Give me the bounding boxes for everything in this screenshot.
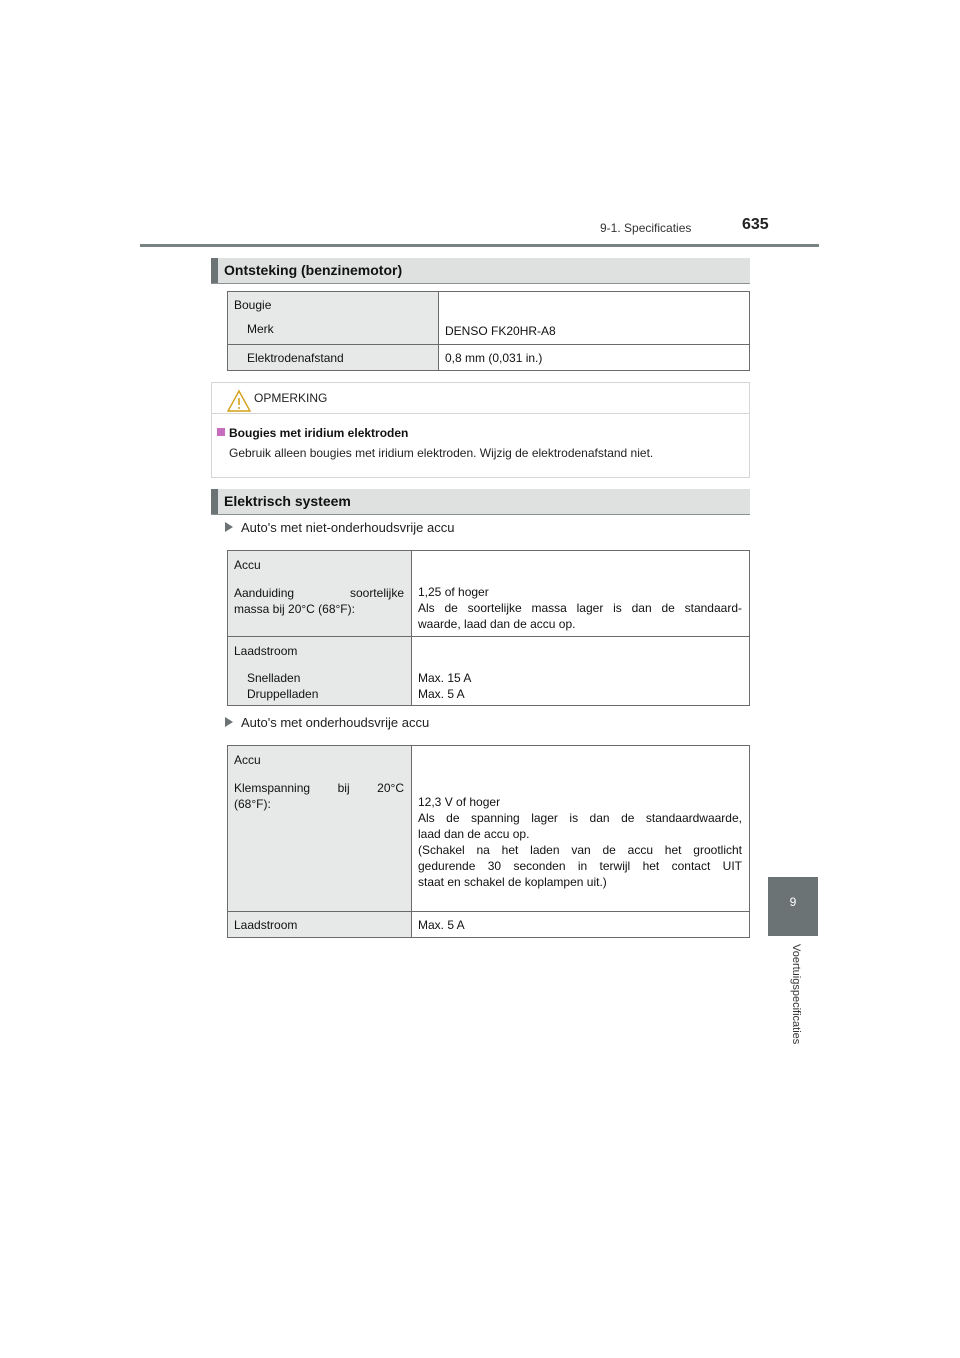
label-charge-modes xyxy=(228,658,411,702)
section-header-electrical xyxy=(211,489,750,515)
ignition-table xyxy=(227,291,750,371)
warning-icon xyxy=(226,389,252,413)
table-row xyxy=(228,345,750,371)
table-row xyxy=(228,292,750,345)
table-row xyxy=(228,551,750,637)
note-title: OPMERKING xyxy=(254,391,328,405)
label-laadstroom: Laadstroom xyxy=(234,918,298,932)
table-cell-value xyxy=(439,345,750,371)
label-voltage-line: Klemspanning bij 20°C xyxy=(234,781,404,795)
bullet-non-maintenance-free xyxy=(225,520,454,535)
table-cell-value xyxy=(439,292,750,345)
running-header-section: 9-1. Specificaties xyxy=(600,221,692,235)
label-voltage-line: (68°F): xyxy=(234,797,271,811)
bullet-text: Auto's met niet-onderhoudsvrije accu xyxy=(241,520,455,535)
value-elektrodenafstand: 0,8 mm (0,031 in.) xyxy=(445,351,543,365)
square-bullet-icon xyxy=(217,428,225,436)
label-elektrodenafstand: Elektrodenafstand xyxy=(247,351,344,365)
chapter-tab[interactable]: 9 xyxy=(768,877,818,936)
label-voltage xyxy=(228,767,411,812)
table-cell-value xyxy=(412,912,750,938)
label-laadstroom: Laadstroom xyxy=(234,644,298,658)
label-gravity-line: Aanduiding soortelijke xyxy=(234,586,404,600)
chapter-side-label-text: Voertuigspecificaties xyxy=(790,944,802,1045)
bullet-text: Auto's met onderhoudsvrije accu xyxy=(241,715,430,730)
bullet-maintenance-free xyxy=(225,715,429,730)
table-cell-label xyxy=(228,551,412,637)
label-gravity-line: massa bij 20°C (68°F): xyxy=(234,602,355,616)
note-divider xyxy=(212,413,749,414)
section-header-ignition xyxy=(211,258,750,284)
value-voltage-line: 12,3 V of hoger xyxy=(418,795,501,809)
value-voltage-line: staat en schakel de koplampen uit.) xyxy=(418,875,607,889)
triangle-bullet-icon xyxy=(225,522,233,532)
value-laadstroom: Max. 5 A xyxy=(418,918,465,932)
battery-table-2 xyxy=(227,745,750,938)
table-cell-label xyxy=(228,637,412,706)
value-druppelladen: Max. 5 A xyxy=(418,687,465,701)
table-cell-label xyxy=(228,345,439,371)
table-cell-label xyxy=(228,912,412,938)
value-voltage-line: Als de spanning lager is dan de standaardwaarde, xyxy=(418,811,742,825)
triangle-bullet-icon xyxy=(225,717,233,727)
table-cell-value xyxy=(412,746,750,912)
value-voltage xyxy=(412,746,749,890)
value-gravity-line: waarde, laad dan de accu op. xyxy=(418,617,576,631)
section-header-bar xyxy=(211,258,218,283)
label-snelladen: Snelladen xyxy=(247,671,301,685)
table-row xyxy=(228,912,750,938)
section-header-bar xyxy=(211,489,218,514)
chapter-side-label xyxy=(788,944,802,1084)
table-cell-value xyxy=(412,637,750,706)
value-voltage-line: gedurende 30 seconden in terwijl het contact UIT xyxy=(418,859,742,873)
value-voltage-line: laad dan de accu op. xyxy=(418,827,530,841)
note-body: Gebruik alleen bougies met iridium elektroden. Wijzig de elektrodenafstand niet. xyxy=(229,446,654,460)
note-heading: Bougies met iridium elektroden xyxy=(229,426,409,440)
battery-table-1 xyxy=(227,550,750,706)
value-gravity xyxy=(412,551,749,632)
note-box xyxy=(211,382,750,478)
value-gravity-line: 1,25 of hoger xyxy=(418,585,489,599)
group-label-bougie: Bougie xyxy=(234,298,272,312)
section-title-ignition: Ontsteking (benzinemotor) xyxy=(224,262,403,278)
label-druppelladen: Druppelladen xyxy=(247,687,319,701)
section-title-electrical: Elektrisch systeem xyxy=(224,493,351,509)
value-snelladen: Max. 15 A xyxy=(418,671,472,685)
page-number: 635 xyxy=(742,216,769,233)
value-charge-modes xyxy=(412,637,749,702)
table-row xyxy=(228,637,750,706)
value-merk: DENSO FK20HR-A8 xyxy=(445,324,556,338)
label-gravity xyxy=(228,572,411,617)
header-rule xyxy=(140,244,819,247)
label-accu: Accu xyxy=(234,753,261,767)
value-gravity-line: Als de soortelijke massa lager is dan de standaard- xyxy=(418,601,742,615)
label-accu: Accu xyxy=(234,558,261,572)
table-cell-label xyxy=(228,746,412,912)
table-row xyxy=(228,746,750,912)
value-voltage-line: (Schakel na het laden van de accu het grootlicht xyxy=(418,843,742,857)
table-cell-label xyxy=(228,292,439,345)
table-cell-value xyxy=(412,551,750,637)
label-merk: Merk xyxy=(247,322,274,336)
